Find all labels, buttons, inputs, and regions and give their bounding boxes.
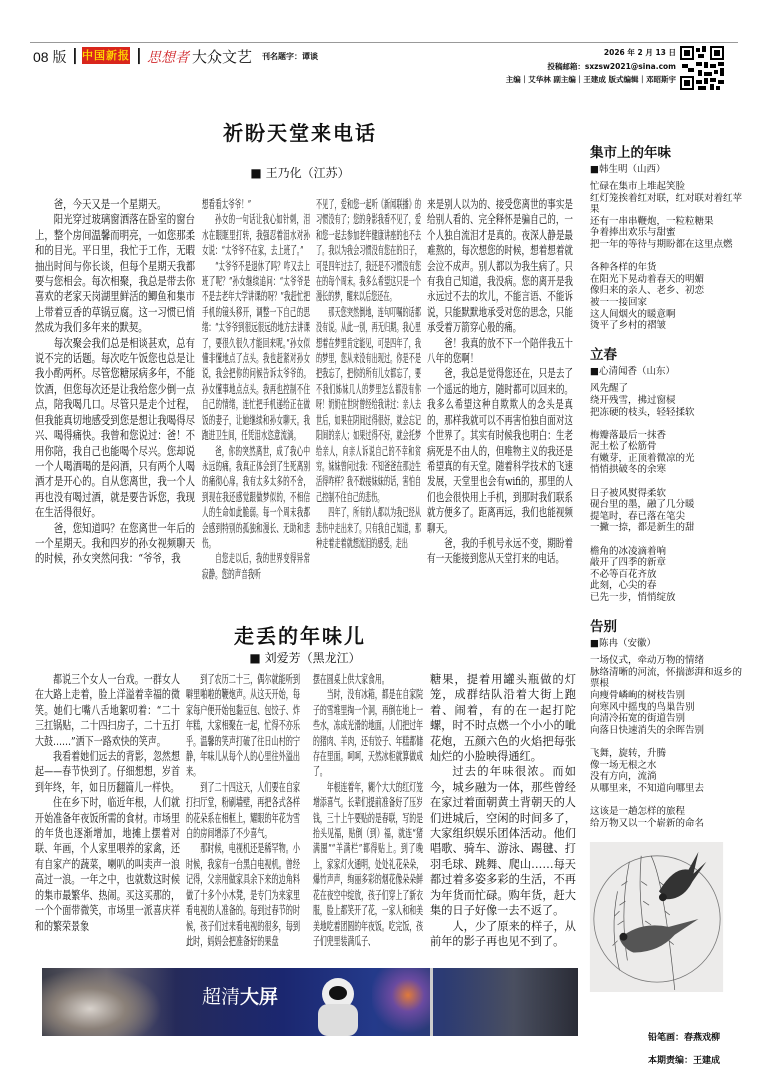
illustration-caption: 铅笔画：春燕戏柳 bbox=[648, 1033, 721, 1043]
paragraph: 当时，没有冰箱，都是在自家院子的雪堆里掏一个洞，再倒在地上一些水，冻成光滑的地面。人们把过年的猪肉、羊肉，还有饺子、年糕都储存在里面。呵呵，天然冰柜就算做成了。 bbox=[313, 687, 423, 779]
poem-stanza: 日子被风熨得柔软 砚台里的墨，融了几分暖 提笔时，春已落在笔尖 一撇一捺，都是新生的甜 bbox=[590, 487, 695, 534]
edition-number: 08 版 bbox=[33, 49, 67, 65]
article-column bbox=[427, 197, 573, 567]
paragraph: 来是别人以为的、接受您离世的事实是给别人看的、完全释怀是骗自己的，一个人独自流泪才是真的。夜深人静是最难熬的，每次想您的时候，想着想着就会泣不成声。别人都以为我生病了。只有我自己知道，我没病。您的离开是我永远过不去的坎儿，不能言语、不能诉说，只能默默地承受对您的思念，只能承受着万箭穿心般的痛。 bbox=[427, 197, 573, 335]
poem-author: ■韩生明（山西） bbox=[590, 164, 666, 175]
poem-stanza: 檐角的冰凌滴着响 敲开了四季的新章 不必等百花齐放 此刻，心尖的春 已先一步，悄悄绽放 bbox=[590, 545, 676, 603]
poem bbox=[590, 141, 750, 332]
paragraph: 爸！我真的放不下一个陪伴我五十八年的您啊！ bbox=[427, 335, 573, 366]
paragraph: 糖果，提着用罐头瓶做的灯笼，成群结队沿着大街上跑着、闹着，有的在一起打陀螺，时不时点燃一个小小的呲花炮，五颜六色的火焰把每张灿烂的小脸映得通红。 bbox=[430, 672, 576, 764]
issue-date: 2026 年 2 月 13 日 bbox=[603, 48, 676, 57]
ad-mountain-image bbox=[42, 968, 162, 1036]
article-column bbox=[186, 672, 300, 949]
column-name: 大众文艺 bbox=[192, 48, 253, 66]
poem-author: ■陈冉（安徽） bbox=[590, 638, 656, 650]
article-byline: ■ 王乃化（江苏） bbox=[250, 166, 350, 180]
submission-email: 投稿邮箱：sxzsw2021@sina.com bbox=[547, 62, 676, 71]
article-title: 走丢的年味儿 bbox=[234, 624, 366, 648]
poem bbox=[590, 343, 750, 603]
paragraph: 年根连着年，糊个大大的红灯笼增添喜气。长辈们提前准备好了压岁钱，三十上午要贴的是春联，写的是抬头见福，贴倒（到）福，就连“猪满圈”“羊满栏”都得贴上。到了晚上，家家灯火通明，处处礼花朵朵，爆竹声声，绚丽多彩的烟花像朵朵鲜花在夜空中绽放，孩子们穿上了新衣服，脸上都笑开了花，一家人和和美美地吃着团圆的年夜饭。吃完饭，孩子们兜里装满瓜子、 bbox=[313, 779, 423, 948]
paragraph: 每次聚会我们总是相谈甚欢，总有说不完的话题。每次吃午饭您也总是让我小酌两杯。尽管您糖尿病多年，不能饮酒，但您每次还是让我给您少倒一点点，陪我喝几口。尽管只是走个过程，但我能真切地感受到您是想让我喝得尽兴、喝得痛快。我曾和您说过：爸！不用你陪，我自己也能喝个尽兴。您却说一个人喝酒喝的是闷酒，只有两个人喝酒才是开心的。自从您离世，我一个人再也没有喝过酒，就是要告诉您，我现在生活得很好。 bbox=[35, 335, 195, 520]
paragraph: 那时候，电视机还是稀罕物。小时候，我家有一台黑白电视机。曾经记得，父亲用做家具余下来的边角料做了十多个小木凳，是专门为来家里看电视的人准备的。每到过春节的时候，孩子们过来看电视的很多，每到此时，妈妈会把准备好的果盘 bbox=[186, 841, 300, 948]
paragraph: 我看着她们远去的背影，忽然想起——春节快到了。仔细想想，岁首到年终，年，如日历翻篇儿一样快。 bbox=[35, 749, 181, 794]
paragraph: 阳光穿过玻璃窗洒落在卧室的窗台上，整个房间温馨而明亮，一如您那柔和的目光。平日里，我忙于工作，无暇抽出时间与你长谈，但每个星期天我都要与您相会。每次相聚，我总是带去你喜欢的老家天岗湖里鲜活的鲫鱼和集市上带着豆香的草锅豆腐。这一习惯已悄然成为我们多年来的默契。 bbox=[35, 212, 195, 335]
paragraph: 爸，你的突然离世，成了我心中永远的痛。我真正体会到了生死离别的痛彻心扉。我有太多太多的不舍，到现在我还感觉跟做梦似的，不相信人的生命如此脆弱。每一个周末我都会感到特别的孤独和漫长、无助和悲伤。 bbox=[202, 443, 310, 550]
paragraph: 自您走以后，我的世界变得异常寂静。您的声音我听 bbox=[202, 551, 310, 581]
article-column bbox=[35, 672, 180, 934]
qr-code-icon bbox=[680, 46, 724, 90]
ad-headline-bold: 大屏 bbox=[240, 986, 279, 1008]
paragraph: 人，少了原来的样子，从前年的影子再也见不到了。 bbox=[430, 918, 576, 948]
staff-credits: 主编｜艾华林 副主编｜王建成 版式编辑｜邓昭斯宇 bbox=[505, 75, 676, 84]
ad-screen-edge bbox=[430, 968, 433, 1036]
ad-headline-light: 超清 bbox=[202, 986, 241, 1008]
poem-stanza: 飞舞，旋转，升腾 像一场无根之水 没有方向，流淌 从哪里来，不知道向哪里去 bbox=[590, 747, 705, 794]
poem-stanza: 忙碌在集市上堆起笑脸 红灯笼挨着红对联，红对联对着红苹果 还有一串串鞭炮，一粒粒糖果 争着捧出欢乐与甜蜜 把一年的等待与期盼都在这里点燃 bbox=[590, 181, 743, 250]
poem-stanza: 风先醒了 绕开残雪，拂过窗棂 把冻硬的枝头，轻轻揉软 bbox=[590, 383, 695, 418]
poem-title: 立春 bbox=[590, 347, 617, 364]
poems-column bbox=[590, 141, 750, 829]
header-divider: | bbox=[136, 45, 142, 64]
article-column bbox=[430, 672, 576, 949]
poem bbox=[590, 615, 750, 829]
paragraph: 那天您突然倒地，连句叮嘱的话都没有说。从此一别，再无归期。我心里想着在梦里肯定能见，可是四年了，我的梦里，您从来没有出现过。你是不是把我忘了，把你的所有儿女都忘了，要不我们姊妹几人的梦里怎么都没有你呀！奶奶在世时曾经给我讲过：亲人去世后，如果在阴间过得很好，就会忘记阳间的亲人；如果过得不好，就会托梦给亲人，向亲人诉说自己的不幸和贫穷。妹妹曾问过我：不知爸爸在那边生活得咋样？我不敢接妹妹的话，害怕自己控制不住自己的悲伤。 bbox=[316, 304, 421, 504]
column-brand: 思想者 bbox=[147, 50, 189, 66]
paragraph: 过去的年味很浓。而如今，城乡融为一体，那些曾经在家过着面朝黄土背朝天的人们进城后，空闲的时间多了，大家组织娱乐团体活动。他们唱歌、骑车、游泳、踢毽、打羽毛球、跳舞、爬山……每天都过着多姿多彩的生活，不再为年货而忙碌。购年货，赶大集的日子好像一去不返了。 bbox=[430, 764, 576, 918]
article-column bbox=[313, 672, 423, 949]
paragraph: “太爷爷不是退休了吗？咋又去上班了呢？”孙女继续追问：“太爷爷是不是去老年大学讲课的呀？”我赶忙把手机的镜头移开，调整一下自己的思绪：“太爷爷到很远很远的地方去讲课了，要很久很久才能回来呢。”孙女似懂非懂地点了点头。我也赶紧对孙女说，我会把你的问候告诉太爷爷的。孙女懂事地点点头。我再也控制不住自己的情绪，连忙把手机递给正在做饭的妻子，让她继续和孙女聊天。我跑进卫生间，任凭泪水恣意流淌。 bbox=[202, 258, 310, 443]
paragraph: 爸，我的手机号永远不变，期盼着有一天能接到您从天堂打来的电话。 bbox=[427, 535, 573, 566]
article-byline: ■ 刘爱芳（黑龙江） bbox=[249, 651, 361, 665]
article-title: 祈盼天堂来电话 bbox=[223, 121, 377, 145]
poem-stanza: 一场仪式，牵动万物的情绪 脉络清晰的河流，怀揣澎湃和返乡的票根 向瘦骨嶙峋的树枝告别 向寒风中摇曳的鸟巢告别 向清冷拓宽的街道告别 向落日快速消失的余晖告别 bbox=[590, 655, 743, 736]
paragraph: 都说三个女人一台戏。一群女人在大路上走着，脸上洋溢着幸福的微笑。她们七嘴八舌地絮叨着：“二十三扛锅贴，二十四扫房子，二十五打大鼓……”洒下一路欢快的笑声。 bbox=[35, 672, 181, 748]
paragraph: 摆在圆桌上供大家食用。 bbox=[313, 672, 389, 686]
article-column bbox=[316, 197, 421, 551]
poem-stanza: 梅瓣落最后一抹香 泥土松了松筋骨 有嫩芽，正顶着微凉的光 悄悄拱破冬的余寒 bbox=[590, 429, 695, 476]
ad-nebula-image bbox=[372, 968, 432, 1036]
paragraph: 孙女的一句话让我心如针刺，泪水在眼眶里打转，我强忍着泪水对孙女说：“太爷爷不在家，去上班了。” bbox=[202, 212, 310, 258]
paper-logo: 中国新报 bbox=[82, 49, 130, 62]
header-rule bbox=[30, 42, 738, 43]
ad-headline bbox=[202, 982, 278, 1009]
paragraph: 想看看太爷爷！” bbox=[202, 197, 252, 211]
paragraph: 爸，我总是觉得您还在，只是去了一个遥远的地方，随时都可以回来的。我多么希望这种自欺欺人的念头是真的，那样我就可以不再害怕独自面对这个世界了。其实有时候我也明白：生老病死是不由人的，但唯物主义的我还是希望真的有天堂。随着科学技术的飞速发展，天堂里也会有wifi的，那里的人们也会很快用上手机，到那时我们联系就方便多了。距离再远，我们也能视频聊天。 bbox=[427, 366, 573, 535]
poem-stanza: 各种各样的年货 在阳光下晃动着春天的明媚 像归来的亲人、老乡、初恋 被一一接回家 这人间烟火的暖意啊 烫平了乡村的褶皱 bbox=[590, 262, 705, 332]
paragraph: 爸，今天又是一个星期天。 bbox=[53, 197, 167, 211]
paragraph: 四年了，所有的人都以为我已经从悲伤中走出来了。只有我自己知道，那种走着走着就想流泪的感受。走出 bbox=[316, 505, 421, 550]
paragraph: 住在乡下时，临近年根，人们就开始准备年夜饭所需的食材。市场里的年货也逐渐增加，地摊上摆着对联、年画，个人家里喂养的家禽，还有自家产的蔬菜，喇叭的叫卖声一浪高过一浪。一年之中，也就数这时候的集市最繁华、热闹。买这买那的，一个个面带微笑，市场里一派喜庆祥和的繁荣景象 bbox=[35, 795, 181, 933]
paragraph: 到了农历二十三，偶尔就能听到噼里啪啦的鞭炮声。从这天开始，每家每户便开始包黏豆包、包饺子、炸年糕，大家相聚在一起，忙得不亦乐乎。温馨的笑声打破了往日山村的宁静，年味儿从每个人的心里往外溢出来。 bbox=[186, 672, 300, 779]
article-column bbox=[202, 197, 310, 582]
poem-stanza: 这该是一趟怎样的旅程 给万物又以一个崭新的命名 bbox=[590, 805, 705, 829]
paragraph: 不见了，爱和您一起听《新闻联播》的习惯没有了；您的身影我看不见了，爱和您一起去参加老年健康讲座的也不去了。我以为我会习惯没有您在的日子，可是四年过去了，我还是不习惯没有您在的每个周末。我多么希望这只是一个漫长的梦，醒来以后您还在。 bbox=[316, 197, 421, 304]
poem-title: 集市上的年味 bbox=[590, 145, 671, 161]
paragraph: 爸，您知道吗？在您离世一年后的一个星期天。我和四岁的孙女视频聊天的时候，孙女突然问我：“爷爷，我 bbox=[35, 520, 195, 566]
header-divider: | bbox=[72, 45, 78, 64]
paragraph: 到了二十四这天，人们要在自家打扫厅堂，粉刷墙壁，再把各式各样的花朵系在相框上，耀眼的年花为雪白的房间增添了不少喜气。 bbox=[186, 779, 300, 841]
editor-credit: 本期责编：王建成 bbox=[648, 1056, 721, 1066]
article-column bbox=[35, 197, 195, 567]
poem-author: ■心清闻香（山东） bbox=[590, 366, 675, 378]
ad-banner[interactable] bbox=[42, 968, 578, 1036]
swallow-pencil-drawing bbox=[589, 842, 724, 992]
astronaut-image bbox=[304, 972, 374, 1036]
poem-title: 告别 bbox=[590, 619, 617, 636]
title-calligraphy-credit: 刊名题字：谭谈 bbox=[262, 52, 318, 61]
